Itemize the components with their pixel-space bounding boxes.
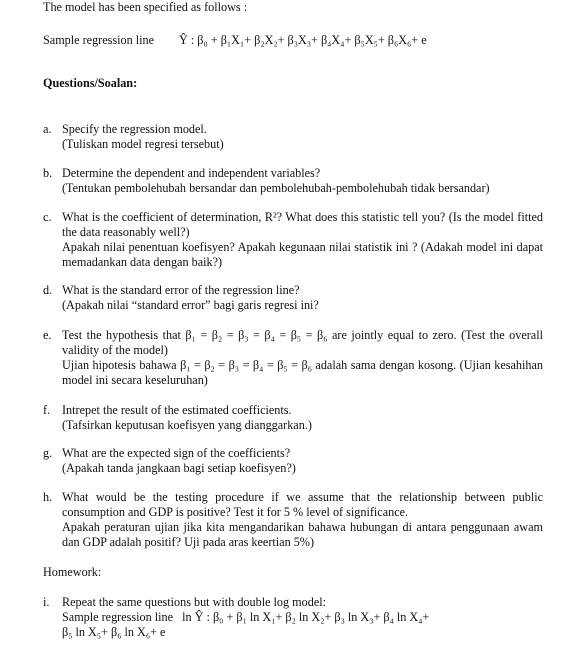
question-letter: a. <box>43 122 52 136</box>
question-malay: Ujian hipotesis bahawa β₁ = β₂ = β₃ = β₄ = β₅ = β₆ adalah sama dengan kosong. (Ujian kesahihan model ini secara keseluruhan) <box>62 358 543 387</box>
question-letter: c. <box>43 210 52 224</box>
homework-item-i <box>43 595 543 640</box>
question-malay: (Apakah nilai “standard error” bagi garis regresi ini? <box>62 298 319 312</box>
double-log-sample-line <box>62 610 543 625</box>
sample-label: Sample regression line <box>43 33 155 47</box>
question-english: What is the coefficient of determination, R²? What does this statistic tell you? (Is the model fitted the data reasonably well?) <box>62 210 543 239</box>
question-malay: (Tuliskan model regresi tersebut) <box>62 137 224 151</box>
question-e <box>43 328 543 388</box>
question-a <box>43 122 543 152</box>
question-english: What is the standard error of the regression line? <box>62 283 300 297</box>
question-malay: Apakah nilai penentuan koefisyen? Apakah kegunaan nilai statistik ini ? (Adakah model ini dapat memadankan data dengan baik?) <box>62 240 543 269</box>
question-english: Determine the dependent and independent variables? <box>62 166 321 180</box>
question-letter: i. <box>43 595 50 609</box>
intro-text: The model has been specified as follows : <box>43 0 248 14</box>
homework-text: Repeat the same questions but with double log model: <box>62 595 327 609</box>
question-english: What are the expected sign of the coefficients? <box>62 446 291 460</box>
question-english: Test the hypothesis that β₁ = β₂ = β₃ = β₄ = β₅ = β₆ are jointly equal to zero. (Test the overall validity of the model) <box>62 328 543 357</box>
double-log-equation-line2: β₅ ln X₅+ β₆ ln X₆+ e <box>62 625 166 639</box>
question-english: Specify the regression model. <box>62 122 207 136</box>
question-malay: (Tentukan pembolehubah bersandar dan pembolehubah-pembolehubah tidak bersandar) <box>62 181 490 195</box>
question-malay: (Tafsirkan keputusan koefisyen yang dianggarkan.) <box>62 418 312 432</box>
question-malay: (Apakah tanda jangkaan bagi setiap koefisyen?) <box>62 461 296 475</box>
homework-heading: Homework: <box>43 565 102 579</box>
question-letter: b. <box>43 166 53 180</box>
question-letter: g. <box>43 446 53 460</box>
question-letter: e. <box>43 328 52 342</box>
sample-regression-line <box>43 33 563 48</box>
question-f <box>43 403 543 433</box>
question-letter: h. <box>43 490 53 504</box>
question-malay: Apakah peraturan ujian jika kita mengandarikan bahawa hubungan di antara penggunaan awam dan GDP adalah positif? Uji pada aras keertian 5%) <box>62 520 543 549</box>
question-b <box>43 166 543 196</box>
sample-equation: Ŷ : β₀ + β₁X₁+ β₂X₂+ β₃X₃+ β₄X₄+ β₅X₅+ β₆X₆+ e <box>179 33 427 47</box>
question-c <box>43 210 543 270</box>
question-d <box>43 283 543 313</box>
questions-heading: Questions/Soalan: <box>43 76 138 90</box>
question-english: Intrepet the result of the estimated coefficients. <box>62 403 292 417</box>
question-letter: d. <box>43 283 53 297</box>
double-log-label: Sample regression line <box>62 610 174 624</box>
double-log-equation-line1: ln Ŷ : β₀ + β₁ ln X₁+ β₂ ln X₂+ β₃ ln X₃+ β₄ ln X₄+ <box>182 610 430 624</box>
question-english: What would be the testing procedure if we assume that the relationship between public consumption and GDP is positive? Test it for 5 % level of significance. <box>62 490 543 519</box>
question-h <box>43 490 543 550</box>
question-g <box>43 446 543 476</box>
question-letter: f. <box>43 403 51 417</box>
